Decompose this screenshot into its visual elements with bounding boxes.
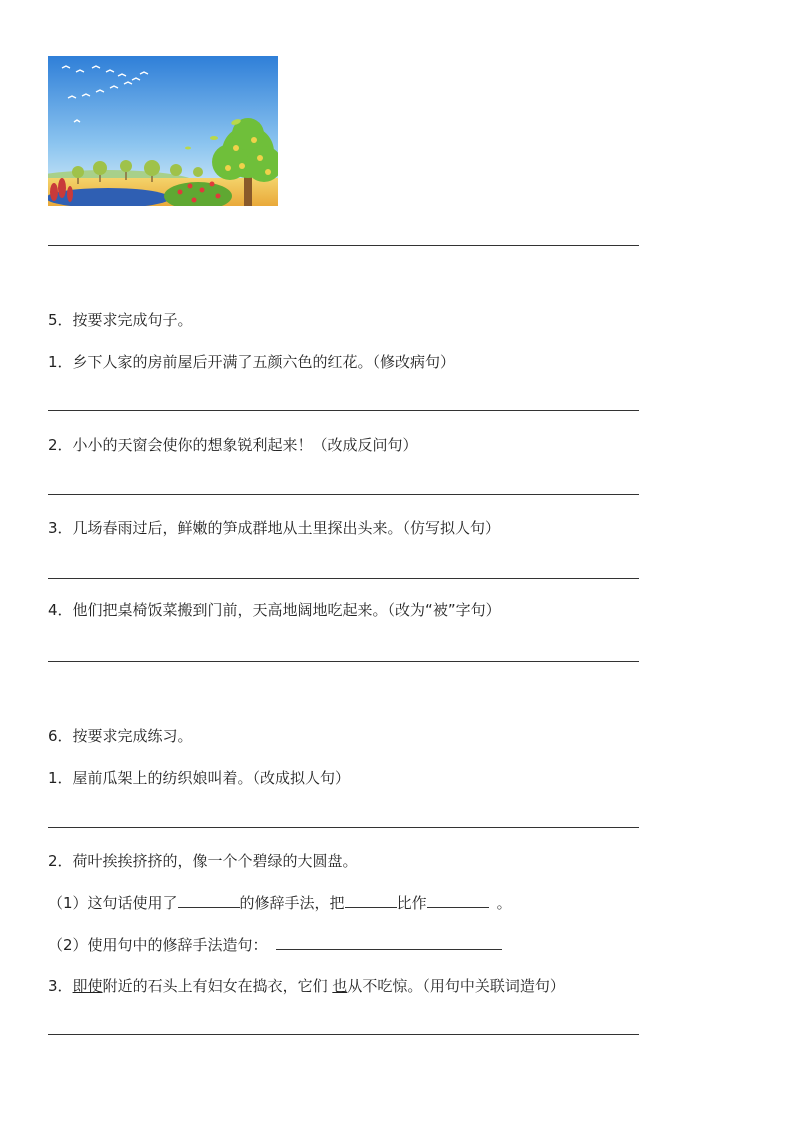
answer-line[interactable] [48, 578, 639, 579]
q5-title: 5．按要求完成句子。 [48, 311, 193, 329]
q5-item-1: 1．乡下人家的房前屋后开满了五颜六色的红花。（修改病句） [48, 353, 456, 371]
q5-item-2: 2．小小的天窗会使你的想象锐利起来！（改成反问句） [48, 436, 418, 454]
q6-sub-1-text-a: （1）这句话使用了 [48, 894, 178, 912]
q6-item-1: 1．屋前瓜架上的纺织娘叫着。（改成拟人句） [48, 769, 351, 787]
q6-item-3 [48, 976, 565, 996]
fill-blank[interactable] [427, 892, 489, 908]
fill-blank[interactable] [178, 892, 240, 908]
q6-item-3-keyword-1: 即使 [72, 977, 103, 995]
answer-line[interactable] [48, 494, 639, 495]
q5-item-4: 4．他们把桌椅饭菜搬到门前，天高地阔地吃起来。（改为“被”字句） [48, 601, 501, 619]
q6-sub-2 [48, 934, 502, 955]
q6-sub-1-text-b: 的修辞手法，把 [239, 894, 345, 912]
q6-sub-2-text: （2）使用句中的修辞手法造句： [48, 936, 268, 954]
answer-line[interactable] [48, 245, 639, 246]
answer-line[interactable] [48, 410, 639, 411]
q6-item-3-text-c: 附近的石头上有妇女在捣衣，它们 [102, 977, 333, 995]
landscape-illustration [48, 56, 278, 206]
q6-item-3-text-e: 从不吃惊。（用句中关联词造句） [347, 977, 565, 995]
q6-item-2: 2．荷叶挨挨挤挤的，像一个个碧绿的大圆盘。 [48, 852, 358, 870]
answer-line[interactable] [48, 1034, 639, 1035]
fill-blank[interactable] [345, 892, 397, 908]
q6-item-3-text-a: 3． [48, 977, 73, 995]
q6-title: 6．按要求完成练习。 [48, 727, 193, 745]
q6-sub-1-text-c: 比作 [396, 894, 427, 912]
answer-line[interactable] [48, 661, 639, 662]
q6-item-3-keyword-2: 也 [332, 977, 348, 995]
answer-line[interactable] [48, 827, 639, 828]
q6-sub-1-text-d: 。 [496, 894, 512, 912]
q5-item-3: 3．几场春雨过后，鲜嫩的笋成群地从土里探出头来。（仿写拟人句） [48, 519, 501, 537]
fill-blank[interactable] [276, 934, 502, 950]
q6-sub-1 [48, 892, 512, 913]
